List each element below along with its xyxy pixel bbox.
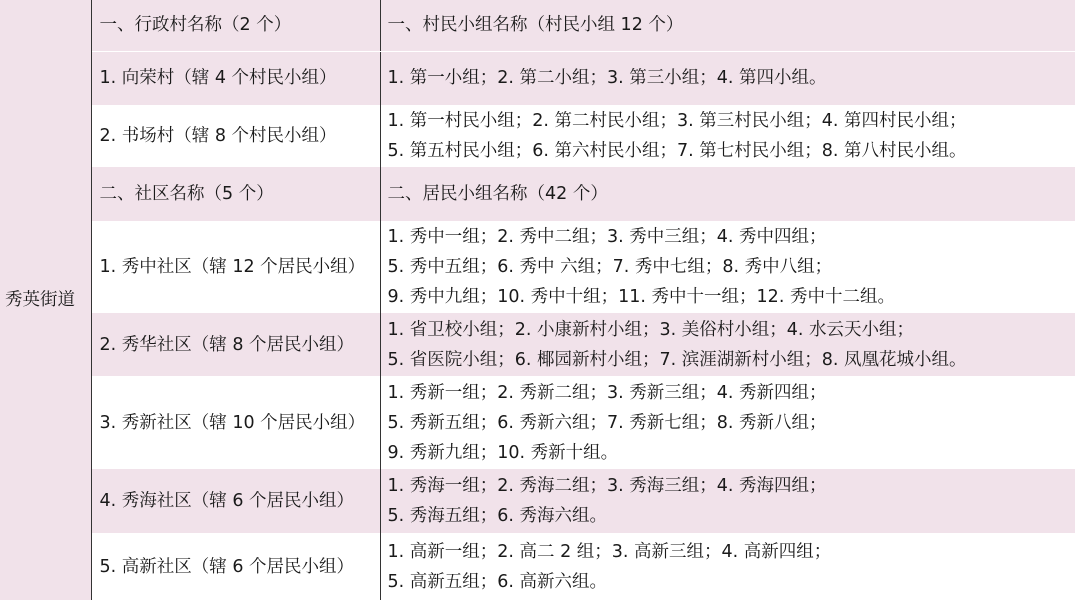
community-section-header: 二、社区名称（5 个） bbox=[91, 167, 380, 221]
community-groups bbox=[380, 313, 1075, 376]
group-line: 5. 高新五组；6. 高新六组。 bbox=[387, 571, 608, 592]
community-name: 3. 秀新社区（辖 10 个居民小组） bbox=[91, 376, 380, 469]
group-line: 1. 秀海一组；2. 秀海二组；3. 秀海三组；4. 秀海四组； bbox=[387, 476, 827, 496]
village-name: 1. 向荣村（辖 4 个村民小组） bbox=[91, 51, 380, 105]
community-name: 5. 高新社区（辖 6 个居民小组） bbox=[91, 533, 380, 600]
village-groups bbox=[380, 105, 1075, 167]
group-line: 9. 秀中九组；10. 秀中十组；11. 秀中十一组；12. 秀中十二组。 bbox=[387, 287, 895, 307]
community-groups bbox=[380, 376, 1075, 469]
table-row bbox=[0, 51, 1075, 105]
community-name: 1. 秀中社区（辖 12 个居民小组） bbox=[91, 221, 380, 313]
community-groups bbox=[380, 469, 1075, 533]
table-row bbox=[0, 313, 1075, 376]
table-row bbox=[0, 105, 1075, 167]
group-line: 5. 秀中五组；6. 秀中 六组；7. 秀中七组；8. 秀中八组； bbox=[387, 257, 833, 277]
table-row bbox=[0, 533, 1075, 600]
village-groups bbox=[380, 51, 1075, 105]
group-line: 9. 秀新九组；10. 秀新十组。 bbox=[387, 442, 619, 463]
community-name: 2. 秀华社区（辖 8 个居民小组） bbox=[91, 313, 380, 376]
street-name: 秀英街道 bbox=[0, 0, 91, 600]
group-line: 1. 第一村民小组；2. 第二村民小组；3. 第三村民小组；4. 第四村民小组； bbox=[387, 111, 967, 131]
group-line: 5. 省医院小组；6. 椰园新村小组；7. 滨涯湖新村小组；8. 凤凰花城小组。 bbox=[387, 349, 967, 370]
table-row bbox=[0, 376, 1075, 469]
group-line: 1. 秀中一组；2. 秀中二组；3. 秀中三组；4. 秀中四组； bbox=[387, 227, 827, 247]
village-group-section-header: 一、村民小组名称（村民小组 12 个） bbox=[380, 0, 1075, 51]
resident-group-section-header: 二、居民小组名称（42 个） bbox=[380, 167, 1075, 221]
table-row bbox=[0, 221, 1075, 313]
group-line: 1. 高新一组；2. 高二 2 组；3. 高新三组；4. 高新四组； bbox=[387, 541, 832, 562]
community-groups bbox=[380, 221, 1075, 313]
community-name: 4. 秀海社区（辖 6 个居民小组） bbox=[91, 469, 380, 533]
group-line: 5. 秀海五组；6. 秀海六组。 bbox=[387, 506, 608, 526]
village-name: 2. 书场村（辖 8 个村民小组） bbox=[91, 105, 380, 167]
village-section-header: 一、行政村名称（2 个） bbox=[91, 0, 380, 51]
community-groups bbox=[380, 533, 1075, 600]
table-row bbox=[0, 0, 1075, 51]
group-line: 5. 秀新五组；6. 秀新六组；7. 秀新七组；8. 秀新八组； bbox=[387, 412, 827, 433]
table-row bbox=[0, 469, 1075, 533]
group-line: 1. 秀新一组；2. 秀新二组；3. 秀新三组；4. 秀新四组； bbox=[387, 382, 827, 403]
table-row bbox=[0, 167, 1075, 221]
group-line: 5. 第五村民小组；6. 第六村民小组；7. 第七村民小组；8. 第八村民小组。 bbox=[387, 141, 967, 161]
group-line: 1. 省卫校小组；2. 小康新村小组；3. 美俗村小组；4. 水云天小组； bbox=[387, 319, 915, 340]
group-line: 1. 第一小组；2. 第二小组；3. 第三小组；4. 第四小组。 bbox=[387, 68, 827, 89]
